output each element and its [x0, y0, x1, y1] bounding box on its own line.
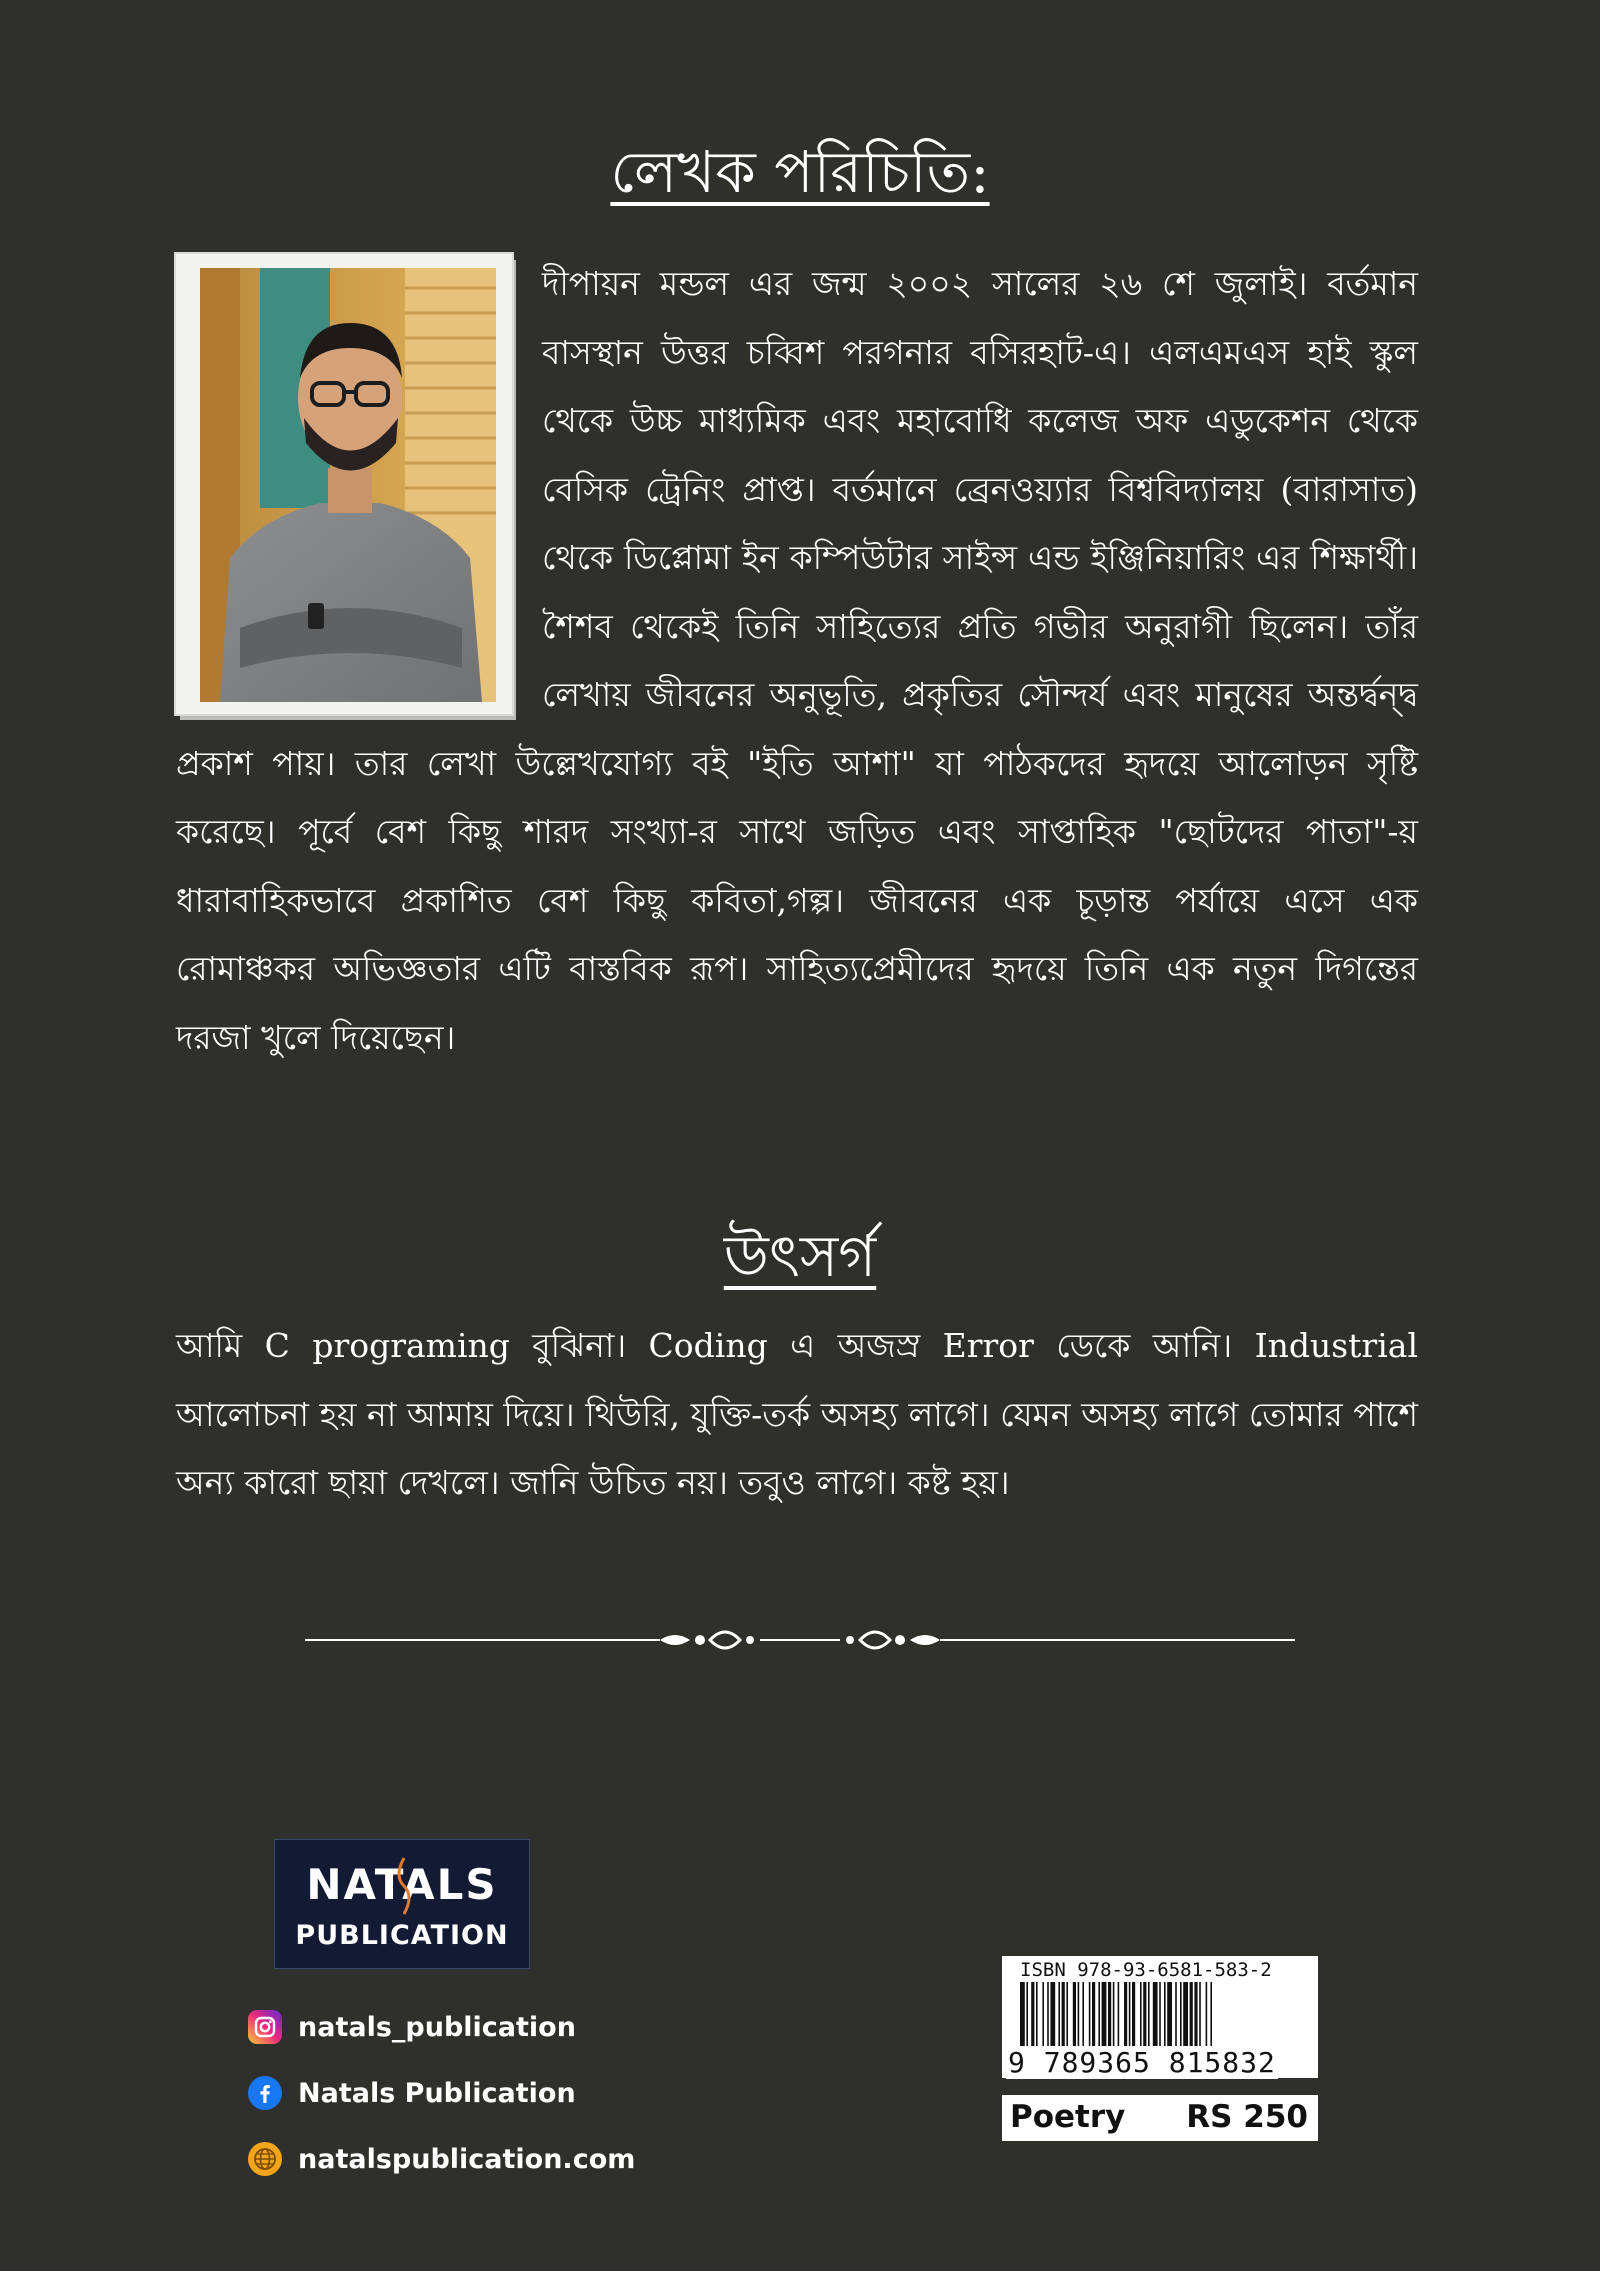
- facebook-icon: [248, 2076, 282, 2110]
- author-bio-block: [176, 250, 1418, 1072]
- isbn-barcode: [1002, 1956, 1318, 2078]
- ornamental-divider: [300, 1620, 1300, 1660]
- globe-icon: [248, 2142, 282, 2176]
- logo-flourish-icon: [392, 1856, 416, 1916]
- publisher-logo: [274, 1839, 530, 1969]
- author-bio-text: দীপায়ন মন্ডল এর জন্ম ২০০২ সালের ২৬ শে জুলাই। বর্তমান বাসস্থান উত্তর চব্বিশ পরগনার বসিরহাট-এ। এলএমএস হাই স্কুল থেকে উচ্চ মাধ্যমিক এবং মহাবোধি কলেজ অফ এডুকেশন থেকে বেসিক ট্রেনিং প্রাপ্ত। বর্তমানে ব্রেনওয়্যার বিশ্ববিদ্যালয় (বারাসাত) থেকে ডিপ্লোমা ইন কম্পিউটার সাইন্স এন্ড ইঞ্জিনিয়ারিং এর শিক্ষার্থী। শৈশব থেকেই তিনি সাহিত্যের প্রতি গভীর অনুরাগী ছিলেন। তাঁর লেখায় জীবনের অনুভূতি, প্রকৃতির সৌন্দর্য এবং মানুষের অন্তর্দ্বন্দ্ব প্রকাশ পায়। তার লেখা উল্লেখযোগ্য বই "ইতি আশা" যা পাঠকদের হৃদয়ে আলোড়ন সৃষ্টি করেছে। পূর্বে বেশ কিছু শারদ সংখ্যা-র সাথে জড়িত এবং সাপ্তাহিক "ছোটদের পাতা"-য় ধারাবাহিকভাবে প্রকাশিত বেশ কিছু কবিতা,গল্প। জীবনের এক চূড়ান্ত পর্যায়ে এসে এক রোমাঞ্চকর অভিজ্ঞতার এটি বাস্তবিক রূপ। সাহিত্যপ্রেমীদের হৃদয়ে তিনি এক নতুন দিগন্তের দরজা খুলে দিয়েছেন।: [176, 264, 1418, 1057]
- dedication-heading: উৎসর্গ: [723, 1222, 877, 1290]
- instagram-handle: natals_publication: [298, 2011, 576, 2043]
- website-link[interactable]: [248, 2139, 635, 2179]
- isbn-label: ISBN 978-93-6581-583-2: [1020, 1959, 1272, 1981]
- publisher-logo-subtitle: PUBLICATION: [295, 1920, 509, 1951]
- genre-price-tag: [1002, 2095, 1318, 2141]
- publisher-logo-name: NATALS: [306, 1860, 498, 1909]
- author-intro-heading: লেখক পরিচিতি:: [610, 138, 990, 206]
- facebook-link[interactable]: [248, 2073, 576, 2113]
- instagram-link[interactable]: [248, 2007, 576, 2047]
- genre-label: Poetry: [1010, 2099, 1126, 2135]
- instagram-icon: [248, 2010, 282, 2044]
- dedication-text: আমি C programing বুঝিনা। Coding এ অজস্র Error ডেকে আনি। Industrial আলোচনা হয় না আমায় দিয়ে। থিউরি, যুক্তি-তর্ক অসহ্য লাগে। যেমন অসহ্য লাগে তোমার পাশে অন্য কারো ছায়া দেখলে। জানি উচিত নয়। তবুও লাগে। কষ্ট হয়।: [176, 1326, 1418, 1502]
- price-label: RS 250: [1186, 2099, 1308, 2135]
- barcode-bars: [1020, 1982, 1302, 2054]
- website-url: natalspublication.com: [298, 2143, 636, 2175]
- dedication-block: [176, 1312, 1418, 1518]
- barcode-number: 9 789365 815832: [1008, 2046, 1276, 2079]
- facebook-page-name: Natals Publication: [298, 2077, 576, 2109]
